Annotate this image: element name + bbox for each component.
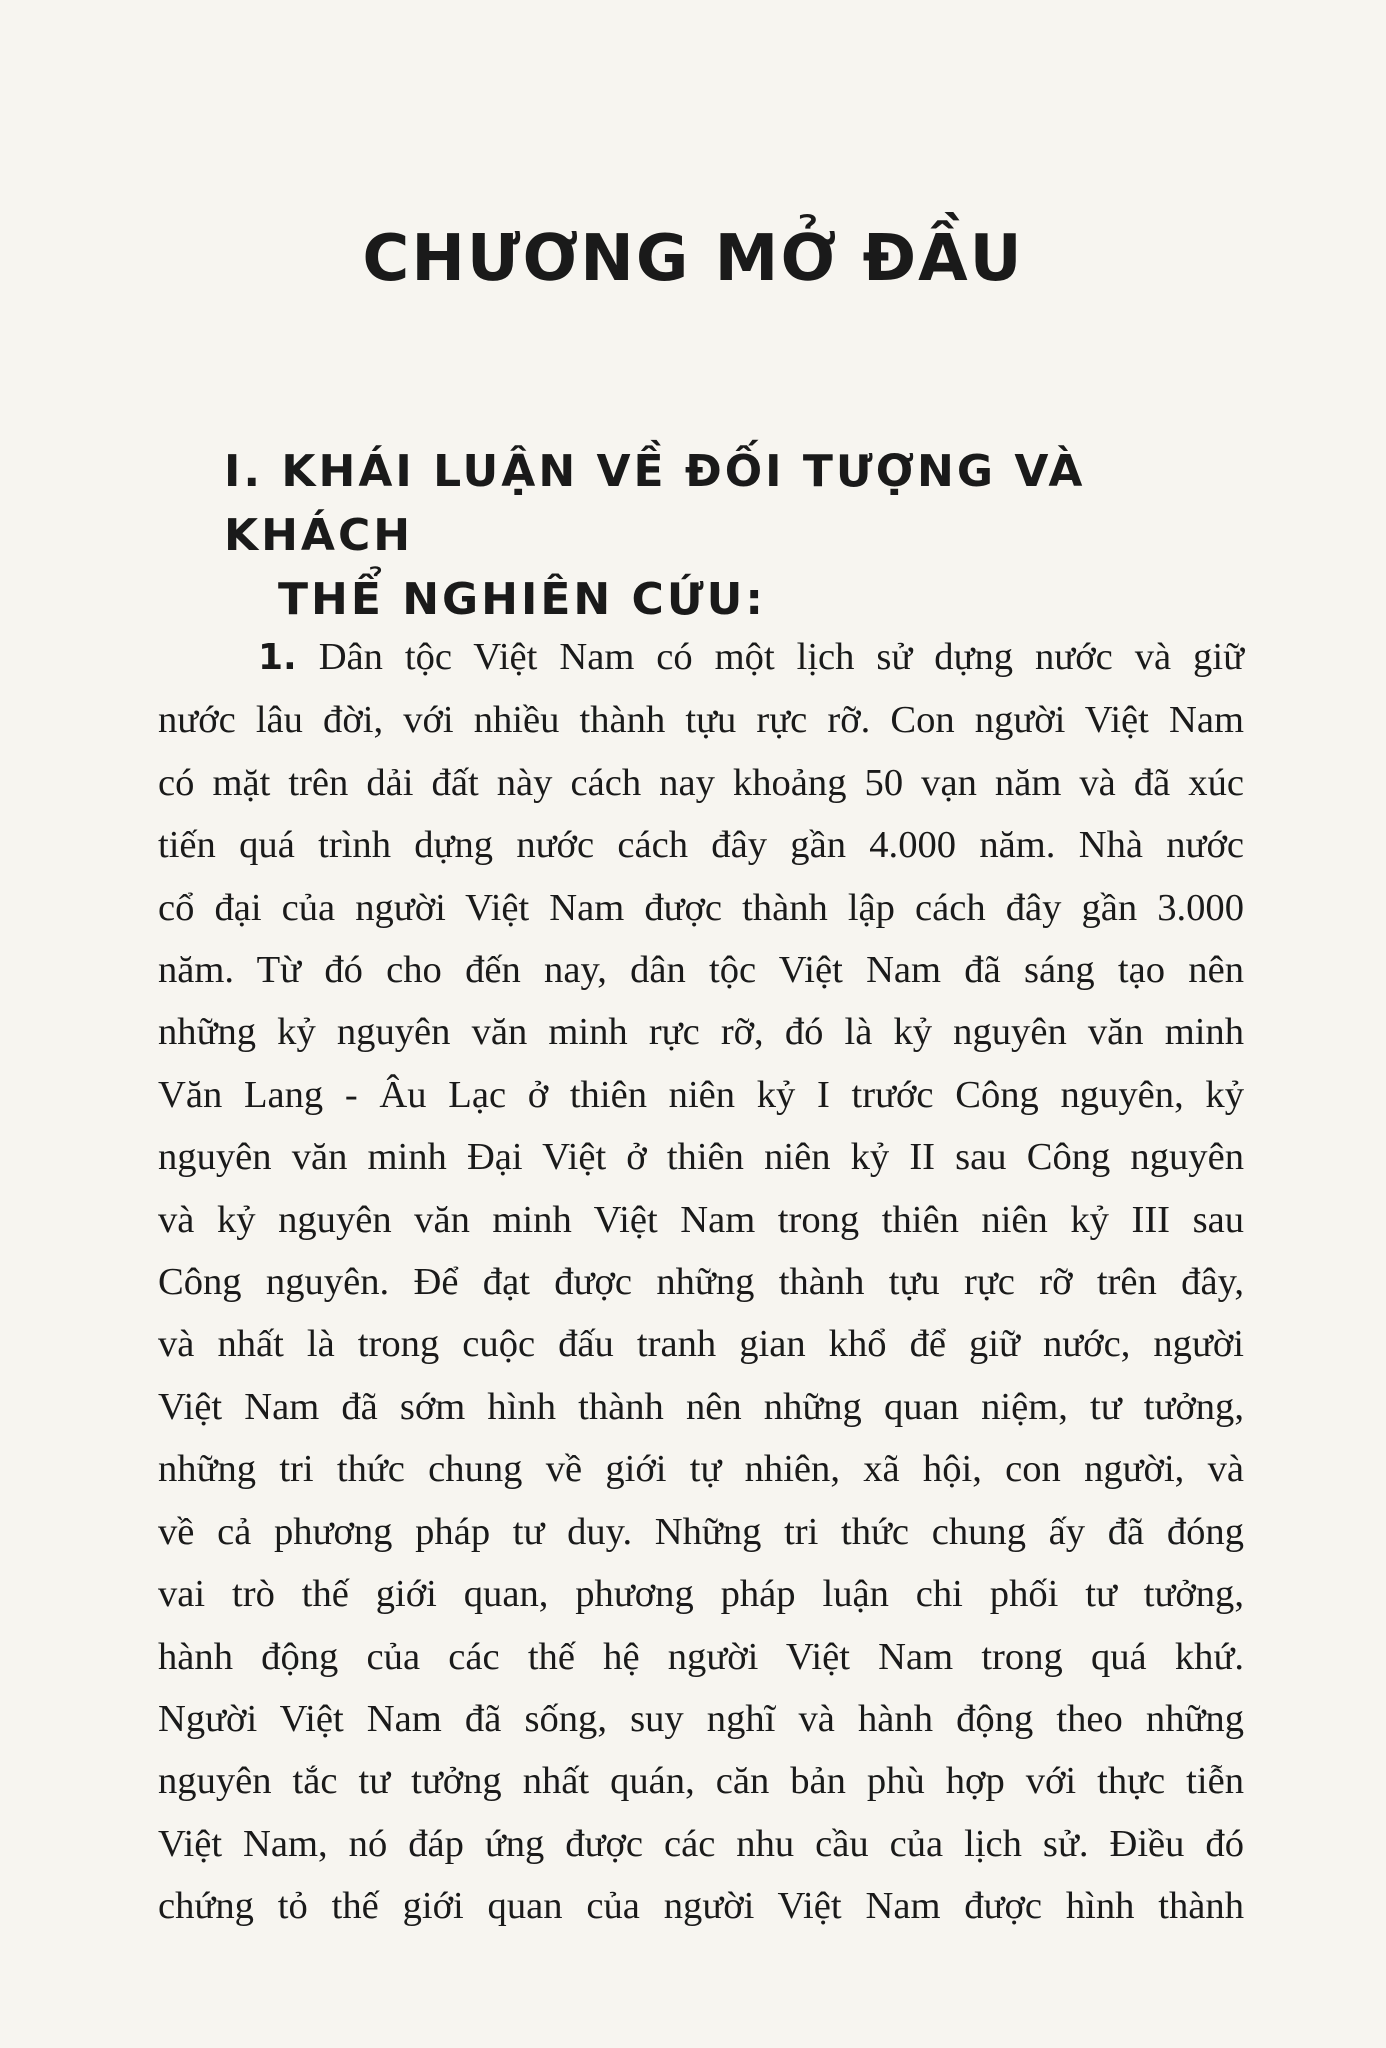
paragraph-line: và kỷ nguyên văn minh Việt Nam trong thiên niên kỷ III sau	[158, 1198, 1244, 1241]
paragraph-line: những kỷ nguyên văn minh rực rỡ, đó là kỷ nguyên văn minh	[158, 1011, 1244, 1054]
paragraph-line: Người Việt Nam đã sống, suy nghĩ và hành động theo những	[158, 1697, 1244, 1740]
section-heading-line-1: I. KHÁI LUẬN VỀ ĐỐI TƯỢNG VÀ KHÁCH	[224, 446, 1086, 561]
paragraph-line: nguyên văn minh Đại Việt ở thiên niên kỷ II sau Công nguyên	[158, 1136, 1244, 1179]
paragraph-1	[158, 626, 1244, 1938]
paragraph-line: tiến quá trình dựng nước cách đây gần 4.000 năm. Nhà nước	[158, 824, 1244, 867]
paragraph-line: nguyên tắc tư tưởng nhất quán, căn bản phù hợp với thực tiễn	[158, 1760, 1244, 1803]
paragraph-line: có mặt trên dải đất này cách nay khoảng 50 vạn năm và đã xúc	[158, 761, 1244, 804]
paragraph-number: 1.	[258, 637, 297, 678]
paragraph-line: chứng tỏ thế giới quan của người Việt Nam được hình thành	[158, 1885, 1244, 1928]
paragraph-line: về cả phương pháp tư duy. Những tri thức chung ấy đã đóng	[158, 1510, 1244, 1553]
section-heading-line-2: THỂ NGHIÊN CỨU:	[278, 574, 766, 625]
paragraph-line: cổ đại của người Việt Nam được thành lập cách đây gần 3.000	[158, 886, 1244, 929]
paragraph-line: những tri thức chung về giới tự nhiên, xã hội, con người, và	[158, 1448, 1244, 1491]
paragraph-line-text: Dân tộc Việt Nam có một lịch sử dựng nước và giữ	[318, 636, 1244, 678]
paragraph-line: vai trò thế giới quan, phương pháp luận chi phối tư tưởng,	[158, 1573, 1244, 1616]
paragraph-line: Việt Nam đã sớm hình thành nên những quan niệm, tư tưởng,	[158, 1385, 1244, 1428]
section-heading	[224, 440, 1244, 632]
paragraph-line: hành động của các thế hệ người Việt Nam trong quá khứ.	[158, 1635, 1244, 1678]
paragraph-line: nước lâu đời, với nhiều thành tựu rực rỡ. Con người Việt Nam	[158, 699, 1244, 742]
paragraph-line: Văn Lang - Âu Lạc ở thiên niên kỷ I trước Công nguyên, kỷ	[158, 1073, 1244, 1116]
chapter-title: CHƯƠNG MỞ ĐẦU	[362, 222, 1024, 296]
paragraph-line: Việt Nam, nó đáp ứng được các nhu cầu của lịch sử. Điều đó	[158, 1822, 1244, 1865]
paragraph-line: năm. Từ đó cho đến nay, dân tộc Việt Nam đã sáng tạo nên	[158, 949, 1244, 992]
paragraph-line	[158, 626, 1244, 689]
paragraph-line: Công nguyên. Để đạt được những thành tựu rực rỡ trên đây,	[158, 1261, 1244, 1304]
paragraph-line: và nhất là trong cuộc đấu tranh gian khổ để giữ nước, người	[158, 1323, 1244, 1366]
